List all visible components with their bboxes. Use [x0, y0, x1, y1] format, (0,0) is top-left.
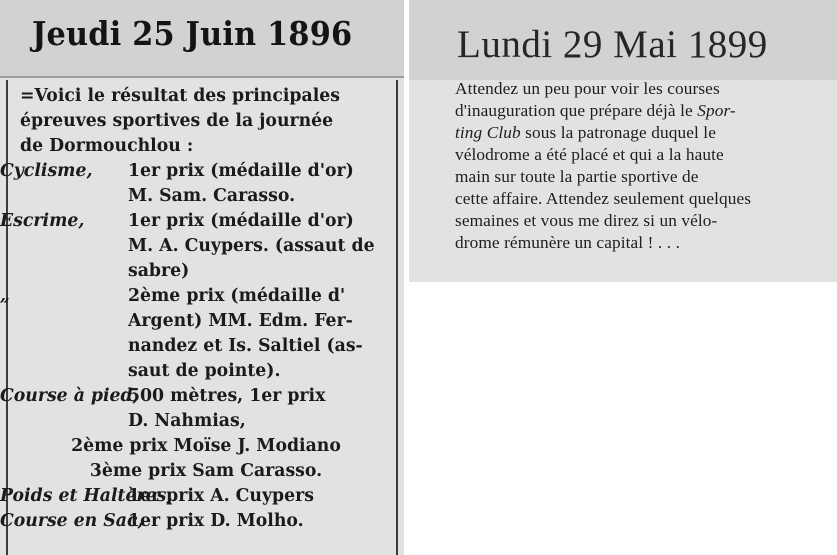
article-line — [20, 409, 392, 434]
cut-off-line — [455, 254, 827, 262]
left-masthead — [0, 0, 404, 78]
line-text: 1er prix A. Cuypers — [128, 486, 314, 506]
article-line — [20, 309, 392, 334]
article-line — [0, 284, 392, 309]
line-text: semaines et vous me direz si un vélo- — [455, 211, 718, 230]
article-line — [455, 188, 827, 210]
sport-label: Course en Sac, — [0, 511, 144, 531]
line-text: sabre) — [128, 261, 190, 281]
left-article-text — [0, 84, 392, 534]
line-text: cette affaire. Attendez seulement quelques — [455, 189, 752, 208]
sport-label: Course à pied, — [0, 386, 139, 406]
article-line — [0, 384, 392, 409]
article-line — [455, 78, 827, 100]
left-clipping — [0, 0, 404, 555]
article-line — [455, 122, 827, 144]
line-text: 2ème prix Moïse J. Modiano — [71, 436, 341, 456]
line-text: épreuves sportives de la journée — [20, 111, 334, 131]
article-line — [20, 259, 392, 284]
article-line — [455, 100, 827, 122]
line-text: de Dormouchlou : — [20, 136, 194, 156]
line-text: nandez et Is. Saltiel (as- — [128, 336, 363, 356]
sport-label: Poids et Haltères, — [0, 486, 173, 506]
line-text: =Voici le résultat des principales — [20, 86, 341, 106]
article-line — [455, 210, 827, 232]
line-text: 3ème prix Sam Carasso. — [89, 461, 323, 481]
line-text: 1er prix D. Molho. — [128, 511, 304, 531]
line-text: sous la patronage duquel le — [520, 123, 716, 142]
article-line — [20, 234, 392, 259]
article-line — [0, 159, 392, 184]
italic-name: Spor- — [697, 101, 736, 120]
line-text: drome rémunère un capital ! . . . — [455, 233, 680, 252]
line-text: main sur toute la partie sportive de — [455, 167, 699, 186]
italic-name: ting Club — [455, 123, 521, 142]
line-text: saut de pointe). — [128, 361, 281, 381]
line-text: 2ème prix (médaille d' — [128, 286, 346, 306]
line-text: d'inauguration que prépare déjà le — [455, 101, 698, 120]
right-article-text — [455, 78, 827, 262]
article-line — [20, 109, 392, 134]
article-line — [455, 232, 827, 254]
masthead-rule — [0, 76, 404, 78]
sport-label: Cyclisme, — [0, 161, 93, 181]
article-line — [20, 459, 392, 484]
article-line — [20, 434, 392, 459]
line-text: 500 mètres, 1er prix — [128, 386, 326, 406]
article-line — [455, 166, 827, 188]
article-line — [20, 334, 392, 359]
article-line — [20, 134, 392, 159]
line-text: M. A. Cuypers. (assaut de — [128, 236, 375, 256]
line-text: 1er prix (médaille d'or) — [128, 211, 354, 231]
right-date: Lundi 29 Mai 1899 — [457, 23, 768, 66]
left-date: Jeudi 25 Juin 1896 — [32, 14, 353, 53]
article-line — [0, 484, 392, 509]
article-line — [20, 184, 392, 209]
sport-label: „ — [0, 286, 10, 306]
sport-label: Escrime, — [0, 211, 85, 231]
right-masthead — [409, 0, 837, 80]
line-text: D. Nahmias, — [128, 411, 246, 431]
line-text: vélodrome a été placé et qui a la haute — [455, 145, 724, 164]
line-text: 1er prix (médaille d'or) — [128, 161, 354, 181]
article-line — [0, 509, 392, 534]
article-line — [20, 84, 392, 109]
article-line — [0, 209, 392, 234]
column-rule-right — [396, 80, 398, 555]
line-text: Argent) MM. Edm. Fer- — [128, 311, 353, 331]
right-clipping — [409, 0, 837, 282]
article-line — [20, 359, 392, 384]
line-text: Attendez un peu pour voir les courses — [455, 79, 720, 98]
line-text: M. Sam. Carasso. — [128, 186, 296, 206]
article-line — [455, 144, 827, 166]
